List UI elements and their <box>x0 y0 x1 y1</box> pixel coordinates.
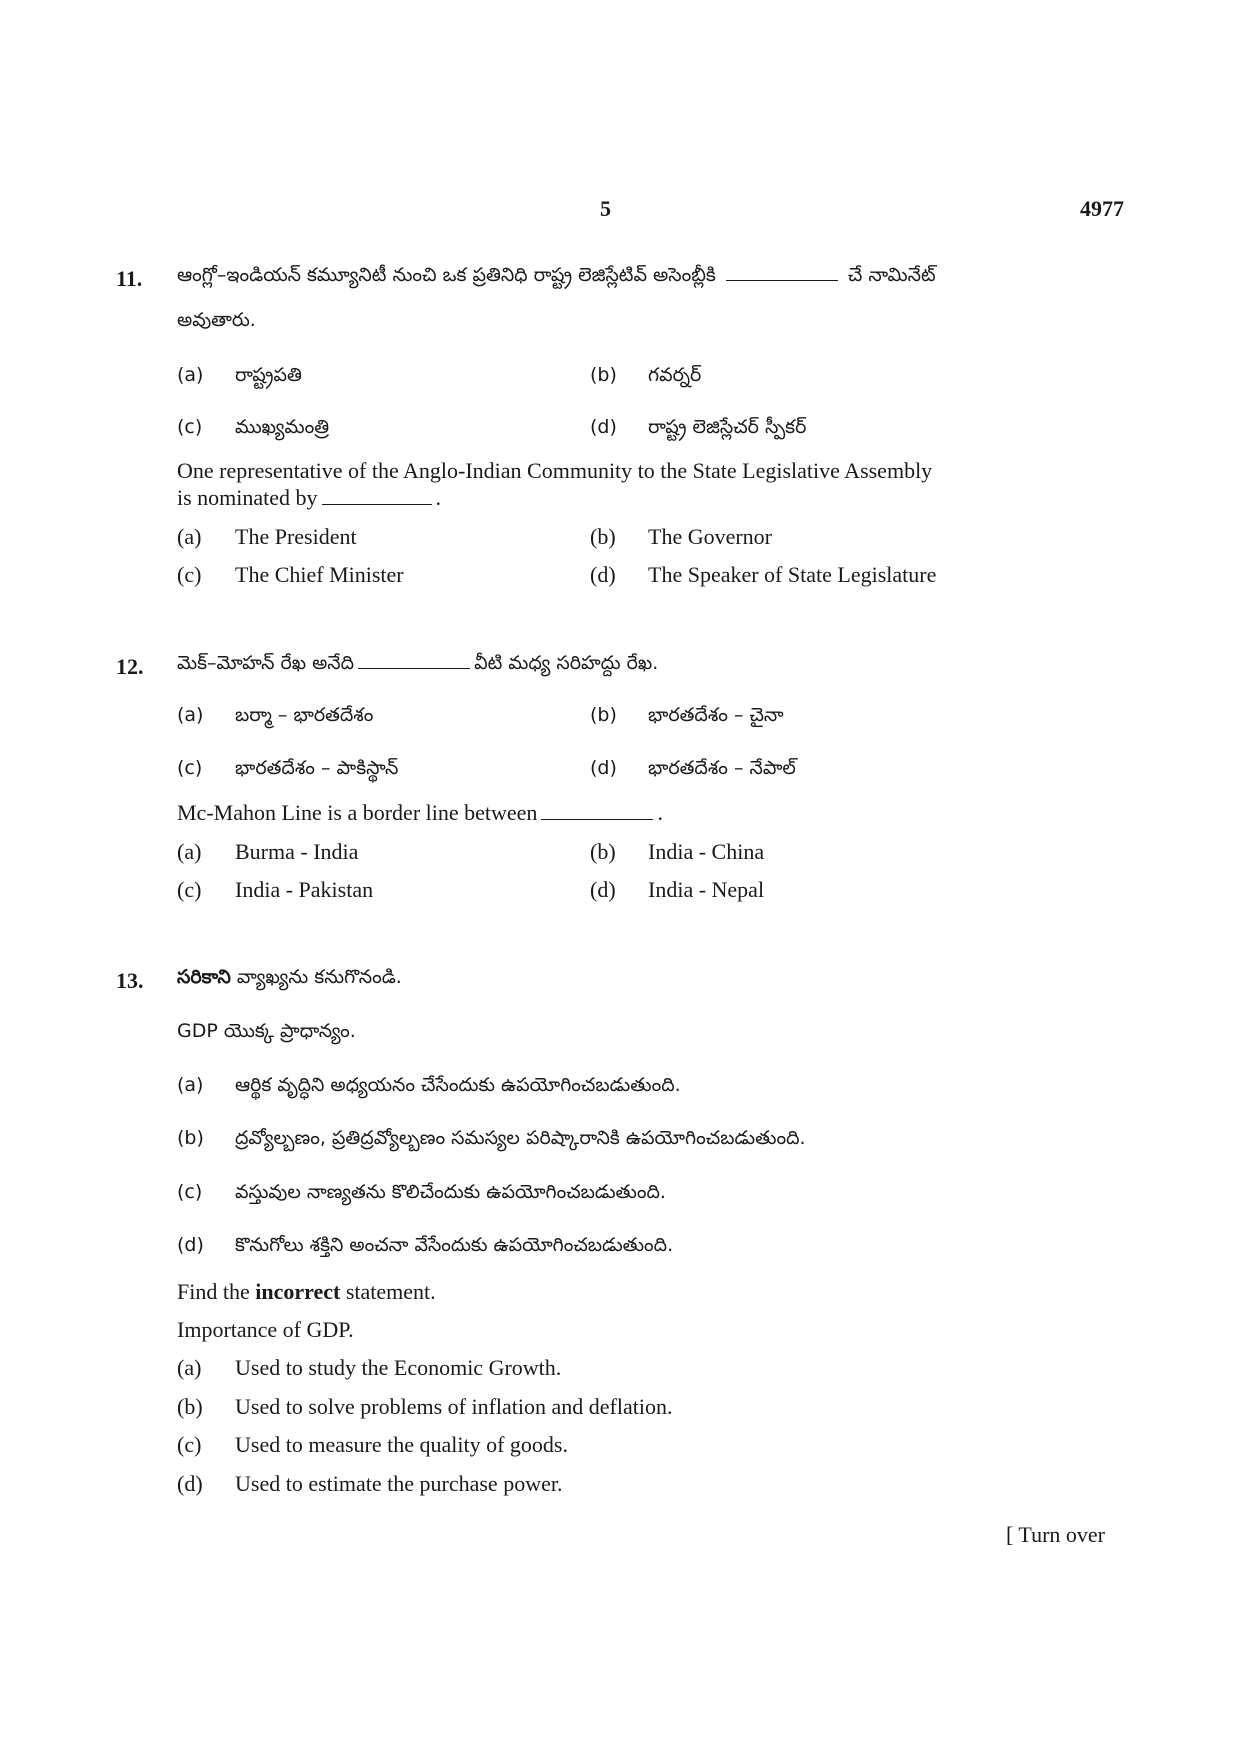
page-number: 5 <box>600 196 611 221</box>
q13-te-option-a: (a) ఆర్థిక వృద్ధిని అధ్యయనం చేసేందుకు ఉపయోగించబడుతుంది. <box>177 1074 681 1096</box>
q11-te-option-a: (a) రాష్ట్రపతి <box>177 364 302 386</box>
q13-te-option-d: (d) కొనుగోలు శక్తిని అంచనా వేసేందుకు ఉపయోగించబడుతుంది. <box>177 1234 674 1256</box>
q13-en-option-c: (c) Used to measure the quality of goods. <box>177 1432 568 1457</box>
question-11-en-stem-line2: is nominated by . <box>177 485 442 510</box>
q13-en-option-b: (b) Used to solve problems of inflation and deflation. <box>177 1394 673 1419</box>
q11-en-option-b: (b) The Governor <box>590 524 773 549</box>
question-13-te-sub: GDP యొక్క ప్రాధాన్యం. <box>177 1020 356 1042</box>
q11-en-option-c: (c) The Chief Minister <box>177 562 404 587</box>
q12-en-option-b: (b) India - China <box>590 839 765 864</box>
q12-te-option-a: (a) బర్మా – భారతదేశం <box>177 704 374 726</box>
q13-te-option-b: (b) ద్రవ్యోల్బణం, ప్రతిద్రవ్యోల్బణం సమస్యల పరిష్కారానికి ఉపయోగించబడుతుంది. <box>177 1127 806 1149</box>
q11-te-option-d: (d) రాష్ట్ర లెజిస్లేచర్ స్పీకర్ <box>590 416 807 438</box>
question-12-en-stem: Mc-Mahon Line is a border line between . <box>177 800 663 825</box>
question-13-te-stem: సరికాని వ్యాఖ్యను కనుగొనండి. <box>177 966 402 988</box>
question-13-en-stem: Find the incorrect statement. <box>177 1279 436 1304</box>
answer-blank <box>541 801 653 820</box>
q11-en-option-a: (a) The President <box>177 524 357 549</box>
question-13-en-sub: Importance of GDP. <box>177 1317 354 1342</box>
q13-en-keyword: incorrect <box>255 1279 341 1304</box>
question-13-number: 13. <box>116 968 144 993</box>
q11-te-stem-a: ఆంగ్లో–ఇండియన్ కమ్యూనిటీ నుంచి ఒక ప్రతినిధి రాష్ట్ర లెజిస్లేటివ్ అసెంబ్లీకి <box>177 264 716 286</box>
q11-te-option-c: (c) ముఖ్యమంత్రి <box>177 416 330 438</box>
turn-over-label: [ Turn over <box>1006 1522 1106 1547</box>
q11-te-stem-c: అవుతారు. <box>177 309 256 331</box>
question-11-number: 11. <box>116 266 143 291</box>
q12-te-option-b: (b) భారతదేశం – చైనా <box>590 704 784 726</box>
q13-en-option-a: (a) Used to study the Economic Growth. <box>177 1355 562 1380</box>
question-12-te-stem: మెక్–మోహన్ రేఖ అనేది వీటి మధ్య సరిహద్దు రేఖ. <box>177 652 659 674</box>
q12-en-option-c: (c) India - Pakistan <box>177 877 374 902</box>
q12-te-option-d: (d) భారతదేశం – నేపాల్ <box>590 757 796 779</box>
question-12-number: 12. <box>116 654 144 679</box>
q13-en-option-d: (d) Used to estimate the purchase power. <box>177 1471 563 1496</box>
answer-blank <box>358 650 470 669</box>
answer-blank <box>322 486 432 505</box>
q12-en-option-d: (d) India - Nepal <box>590 877 765 902</box>
q13-te-keyword: సరికాని <box>177 966 231 988</box>
q11-te-stem-b: చే నామినేట్ <box>847 264 936 286</box>
answer-blank <box>726 262 838 281</box>
q12-en-option-a: (a) Burma - India <box>177 839 359 864</box>
question-11-en-stem-line1: One representative of the Anglo-Indian Community to the State Legislative Assembly <box>177 458 933 483</box>
paper-code: 4977 <box>1080 196 1124 221</box>
q11-en-option-d: (d) The Speaker of State Legislature <box>590 562 937 587</box>
q11-te-option-b: (b) గవర్నర్ <box>590 364 702 386</box>
q12-te-option-c: (c) భారతదేశం – పాకిస్థాన్ <box>177 757 399 779</box>
q13-te-option-c: (c) వస్తువుల నాణ్యతను కొలిచేందుకు ఉపయోగించబడుతుంది. <box>177 1181 666 1203</box>
question-11-te-stem <box>177 260 1077 290</box>
